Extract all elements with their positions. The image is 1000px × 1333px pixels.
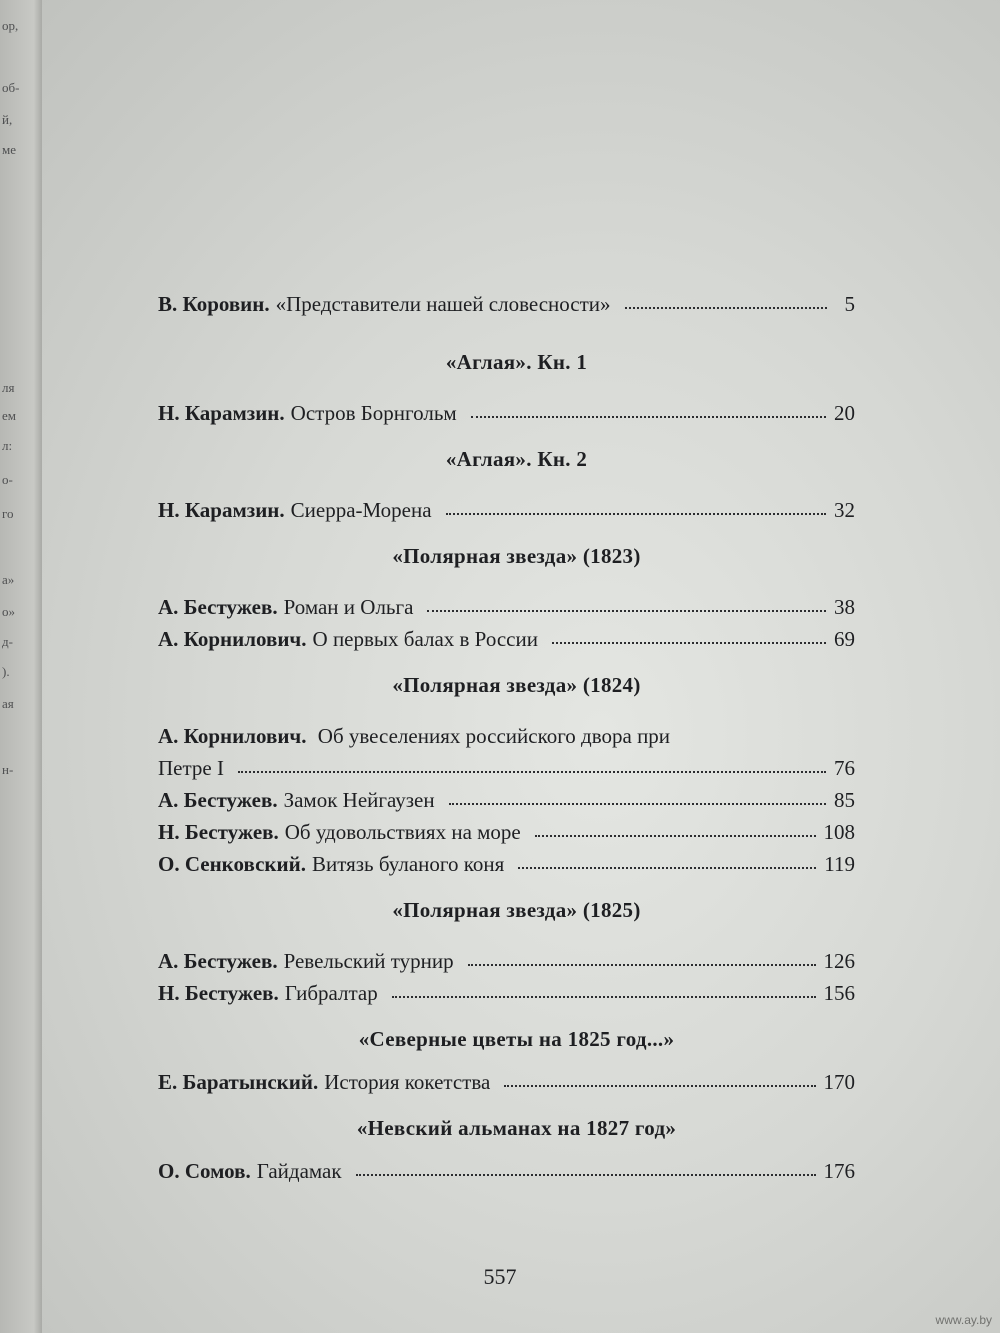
toc-page-number: 5: [844, 292, 855, 316]
margin-fragment: ме: [2, 142, 16, 157]
toc-entry-second-line: [158, 752, 855, 784]
dot-leader: [449, 803, 826, 805]
section-title: «Невский альманах на 1827 год»: [356, 1116, 677, 1140]
dot-leader: [518, 867, 816, 869]
dot-leader: [535, 835, 816, 837]
toc-page-number: 156: [823, 981, 855, 1005]
toc-title-continuation: Петре I: [158, 756, 224, 780]
toc-author: А. Бестужев.: [158, 595, 278, 619]
toc-page-number: 85: [834, 788, 855, 812]
dot-leader: [446, 513, 826, 515]
toc-page-number: 76: [834, 756, 855, 780]
toc-author: Н. Бестужев.: [158, 820, 279, 844]
toc-entry: [158, 1155, 855, 1187]
toc-entry: [158, 816, 855, 848]
toc-page-number: 170: [823, 1070, 855, 1094]
margin-fragment: ор,: [2, 18, 19, 33]
toc-entry: [158, 848, 855, 880]
dot-leader: [427, 610, 826, 612]
watermark: www.ay.by: [935, 1313, 992, 1327]
dot-leader: [238, 771, 826, 773]
toc-title: Сиерра-Морена: [290, 498, 432, 522]
dot-leader: [468, 964, 816, 966]
toc-page-number: 176: [823, 1159, 855, 1183]
toc-title: Об удовольствиях на море: [284, 820, 521, 844]
dot-leader: [625, 307, 827, 309]
toc-author: Н. Карамзин.: [158, 498, 285, 522]
toc-entry: [158, 1066, 855, 1098]
toc-author: О. Сенковский.: [158, 852, 306, 876]
toc-entry: [158, 591, 855, 623]
toc-entry: [158, 397, 855, 429]
toc-page-number: 126: [823, 949, 855, 973]
toc-entry: [158, 494, 855, 526]
section-title: «Полярная звезда» (1823): [392, 544, 641, 568]
margin-fragment: об-: [2, 80, 20, 95]
toc-title: Гибралтар: [284, 981, 378, 1005]
dot-leader: [356, 1174, 816, 1176]
toc-author: А. Корнилович.: [158, 627, 307, 651]
toc-page-number: 32: [834, 498, 855, 522]
toc-author: О. Сомов.: [158, 1159, 251, 1183]
toc-author: В. Коровин.: [158, 292, 270, 316]
toc-page-number: 38: [834, 595, 855, 619]
toc-entry: [158, 977, 855, 1009]
toc-title: Витязь буланого коня: [311, 852, 505, 876]
toc-author: А. Корнилович.: [158, 724, 307, 748]
toc-title: История кокетства: [324, 1070, 491, 1094]
dot-leader: [552, 642, 826, 644]
margin-fragment: ).: [2, 664, 10, 679]
toc-page-number: 119: [824, 852, 855, 876]
toc-title: Об увеселениях российского двора при: [317, 724, 671, 748]
toc-entry: [158, 945, 855, 977]
margin-fragment: л:: [2, 438, 13, 453]
toc-title: О первых балах в России: [312, 627, 538, 651]
toc-author: Е. Баратынский.: [158, 1070, 319, 1094]
toc-entry-first-line: [158, 720, 855, 752]
toc-title: «Представители нашей словесности»: [275, 292, 611, 316]
toc-title: Остров Борнгольм: [290, 401, 457, 425]
section-title: «Полярная звезда» (1825): [392, 898, 641, 922]
margin-fragment: го: [2, 506, 14, 521]
section-title: «Аглая». Кн. 1: [445, 350, 588, 374]
margin-fragment: о-: [2, 472, 13, 487]
dot-leader: [504, 1085, 815, 1087]
margin-fragment: ем: [2, 408, 16, 423]
toc-author: А. Бестужев.: [158, 788, 278, 812]
toc-title: Роман и Ольга: [283, 595, 414, 619]
toc-entry: [158, 623, 855, 655]
page-number: 557: [483, 1264, 517, 1289]
margin-fragment: д-: [2, 634, 13, 649]
margin-fragment: ля: [2, 380, 15, 395]
margin-fragment: ая: [2, 696, 14, 711]
toc-page-number: 108: [823, 820, 855, 844]
toc-author: Н. Карамзин.: [158, 401, 285, 425]
toc-title: Ревельский турнир: [283, 949, 454, 973]
toc-entry: [158, 720, 855, 784]
dot-leader: [471, 416, 826, 418]
toc-title: Гайдамак: [256, 1159, 342, 1183]
margin-fragment: а»: [2, 572, 15, 587]
toc-entry: [158, 784, 855, 816]
margin-fragment: й,: [2, 112, 13, 127]
toc-title: Замок Нейгаузен: [283, 788, 435, 812]
toc-author: Н. Бестужев.: [158, 981, 279, 1005]
section-title: «Аглая». Кн. 2: [445, 447, 588, 471]
toc-entry-intro: [158, 288, 855, 320]
dot-leader: [392, 996, 816, 998]
toc-page-number: 69: [834, 627, 855, 651]
table-of-contents: [158, 288, 855, 1187]
toc-author: А. Бестужев.: [158, 949, 278, 973]
section-title: «Северные цветы на 1825 год...»: [358, 1027, 675, 1051]
margin-fragment: н-: [2, 762, 14, 777]
toc-page-number: 20: [834, 401, 855, 425]
margin-fragment: о»: [2, 604, 15, 619]
section-title: «Полярная звезда» (1824): [392, 673, 641, 697]
